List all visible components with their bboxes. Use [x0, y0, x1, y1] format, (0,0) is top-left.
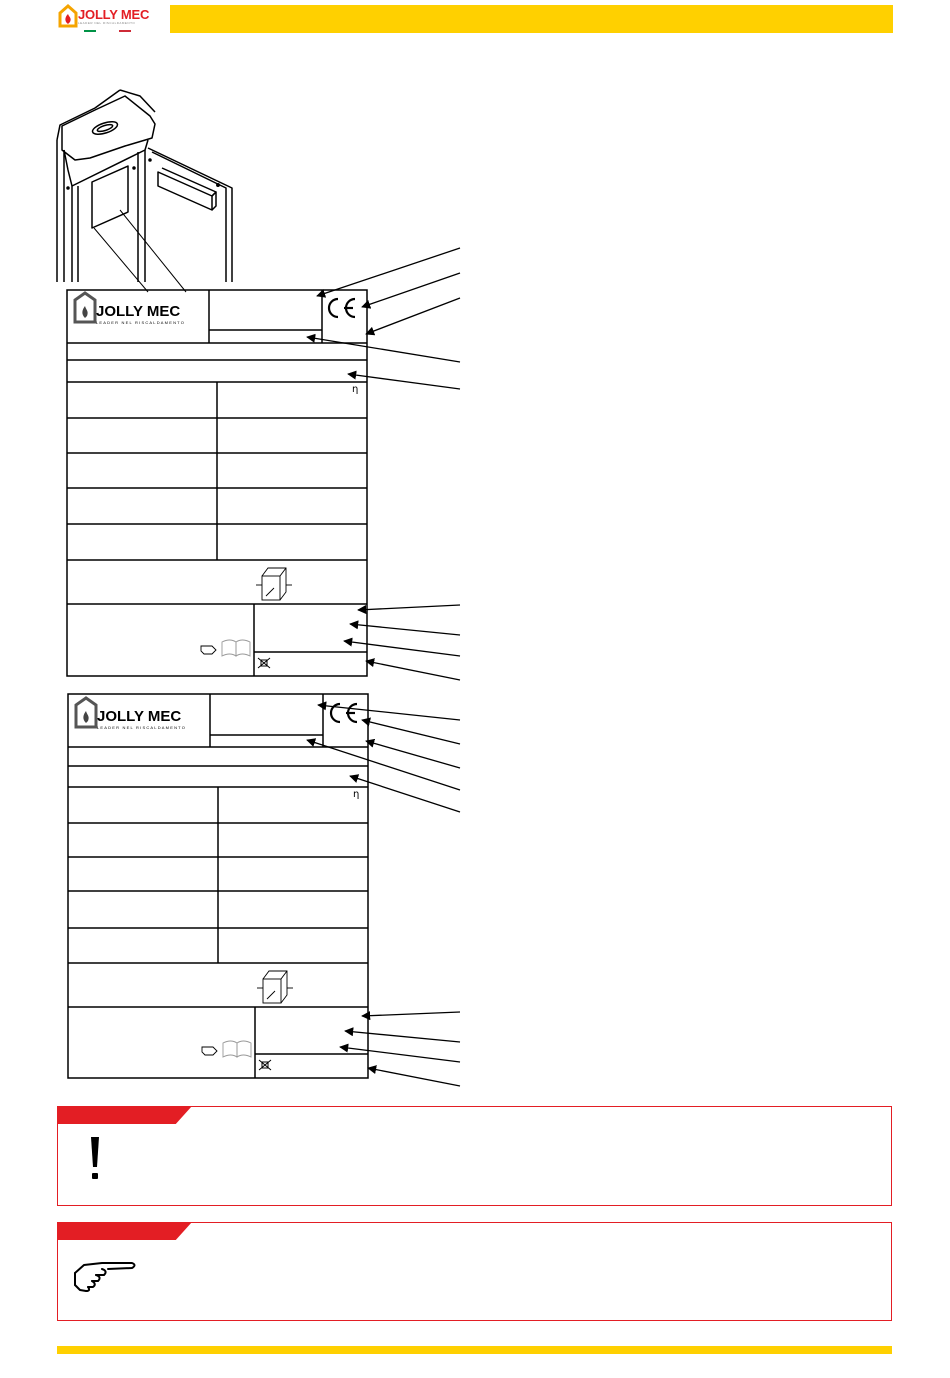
plate-1-ce-mark [329, 299, 355, 317]
warning-notice [57, 1106, 892, 1206]
plate-2-tagline: LEADER NEL RISCALDAMENTO [97, 725, 187, 730]
plate-2-brand: JOLLY MEC [97, 708, 182, 725]
logo-subtitle: LEADER NEL RISCALDAMENTO [78, 21, 136, 25]
plate-2-logo [76, 698, 186, 730]
footer-bar [57, 1346, 892, 1354]
plate-1-read-manual-icon [201, 640, 250, 656]
plate-2-read-manual-icon [202, 1041, 251, 1057]
callout-arrows [307, 248, 460, 1086]
plate-1-brand: JOLLY MEC [96, 303, 181, 320]
plate-1-tagline: LEADER NEL RISCALDAMENTO [96, 320, 186, 325]
logo-text: JOLLY MEC [78, 7, 150, 22]
note-notice [57, 1222, 892, 1321]
plate-1-clearance-icon [256, 568, 292, 600]
pointing-hand-icon [72, 1257, 140, 1293]
exclamation-icon [80, 1135, 110, 1183]
stove-illustration [57, 90, 232, 292]
note-notice-tab [57, 1222, 192, 1240]
plate-1-weee-icon [258, 658, 270, 668]
rating-plate-1 [67, 290, 367, 676]
warning-notice-tab [57, 1106, 192, 1124]
plate-2-eta-symbol: η [353, 789, 360, 800]
plate-2-clearance-icon [257, 971, 293, 1003]
plate-1-logo [75, 293, 185, 325]
rating-plate-2 [68, 694, 368, 1078]
plate-2-weee-icon [259, 1060, 271, 1070]
plate-1-eta-symbol: η [352, 384, 359, 395]
